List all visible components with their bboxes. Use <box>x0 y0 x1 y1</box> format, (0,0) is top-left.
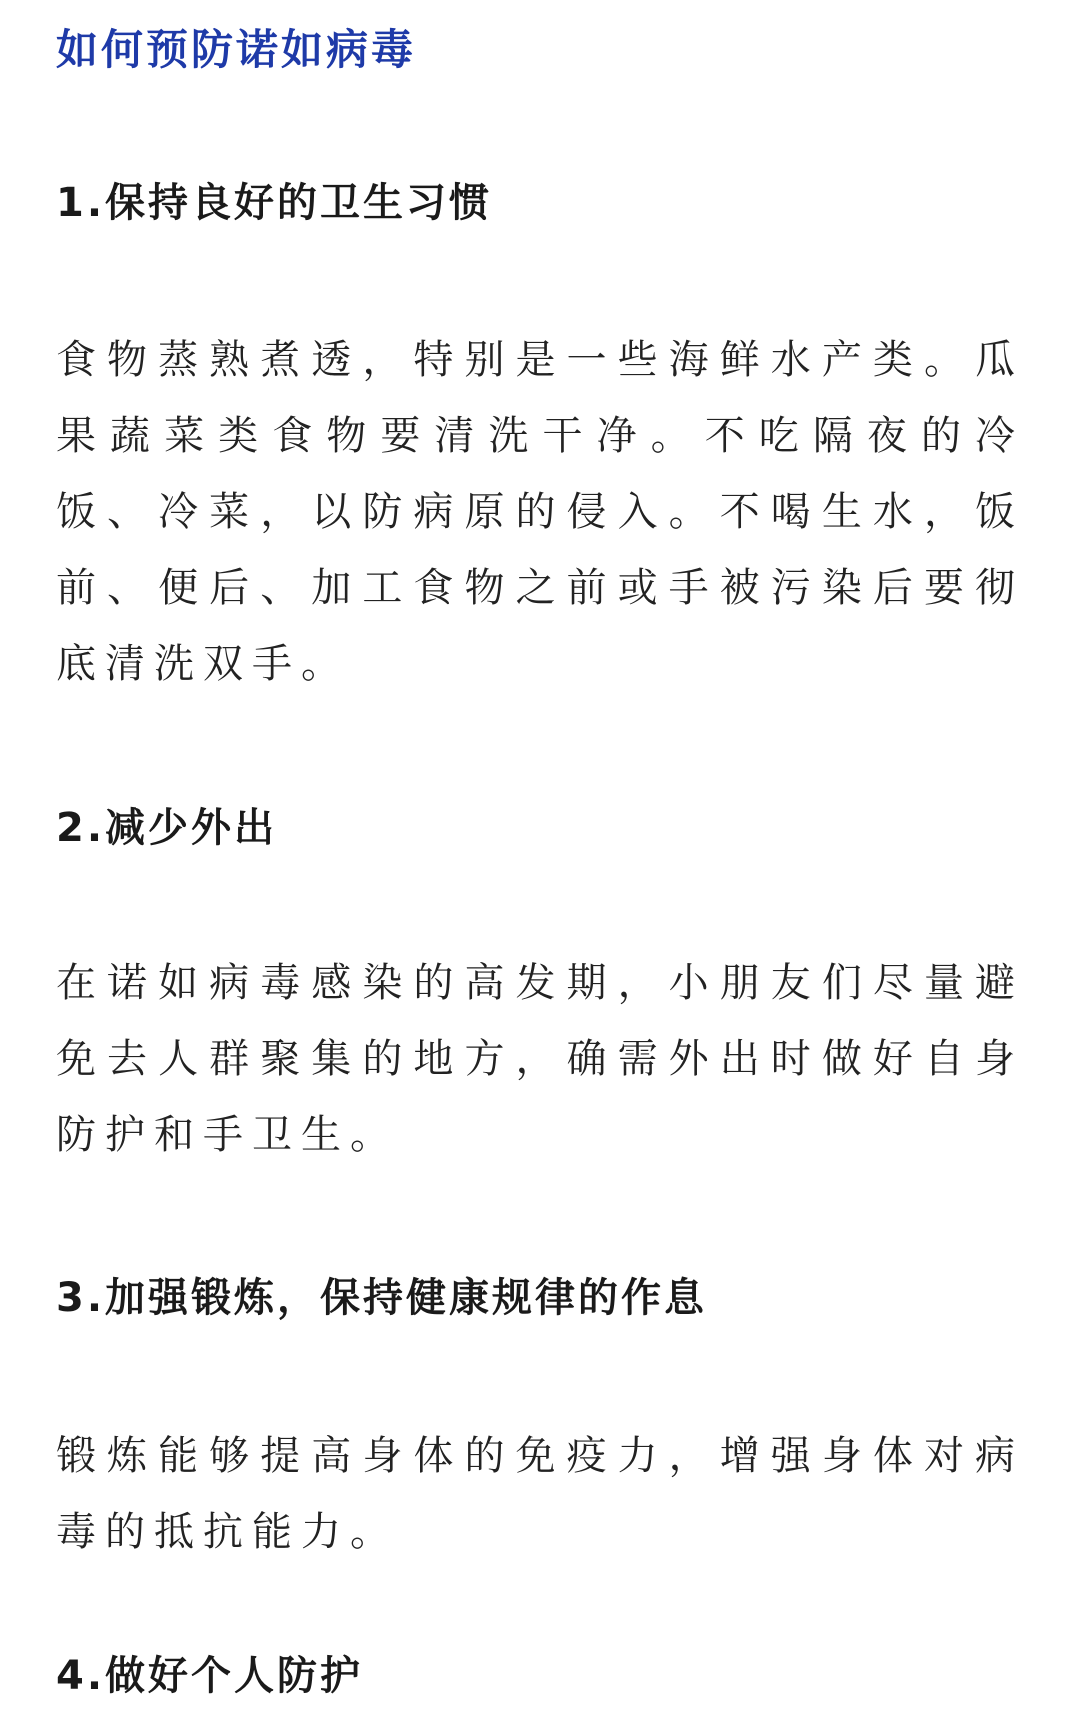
section-body-3: 锻炼能够提高身体的免疫力，增强身体对病毒的抵抗能力。 <box>56 1433 1024 1555</box>
section-heading-1: 1.保持良好的卫生习惯 <box>56 180 493 226</box>
page-title: 如何预防诺如病毒 <box>56 25 417 74</box>
section-body-2: 在诺如病毒感染的高发期，小朋友们尽量避免去人群聚集的地方，确需外出时做好自身防护和手卫生。 <box>56 960 1024 1158</box>
section-heading-4: 4.做好个人防护 <box>56 1653 364 1699</box>
section-heading-3: 3.加强锻炼，保持健康规律的作息 <box>56 1275 708 1321</box>
section-body-1: 食物蒸熟煮透，特别是一些海鲜水产类。瓜果蔬菜类食物要清洗干净。不吃隔夜的冷饭、冷菜，以防病原的侵入。不喝生水，饭前、便后、加工食物之前或手被污染后要彻底清洗双手。 <box>56 337 1024 687</box>
section-heading-2: 2.减少外出 <box>56 805 278 851</box>
